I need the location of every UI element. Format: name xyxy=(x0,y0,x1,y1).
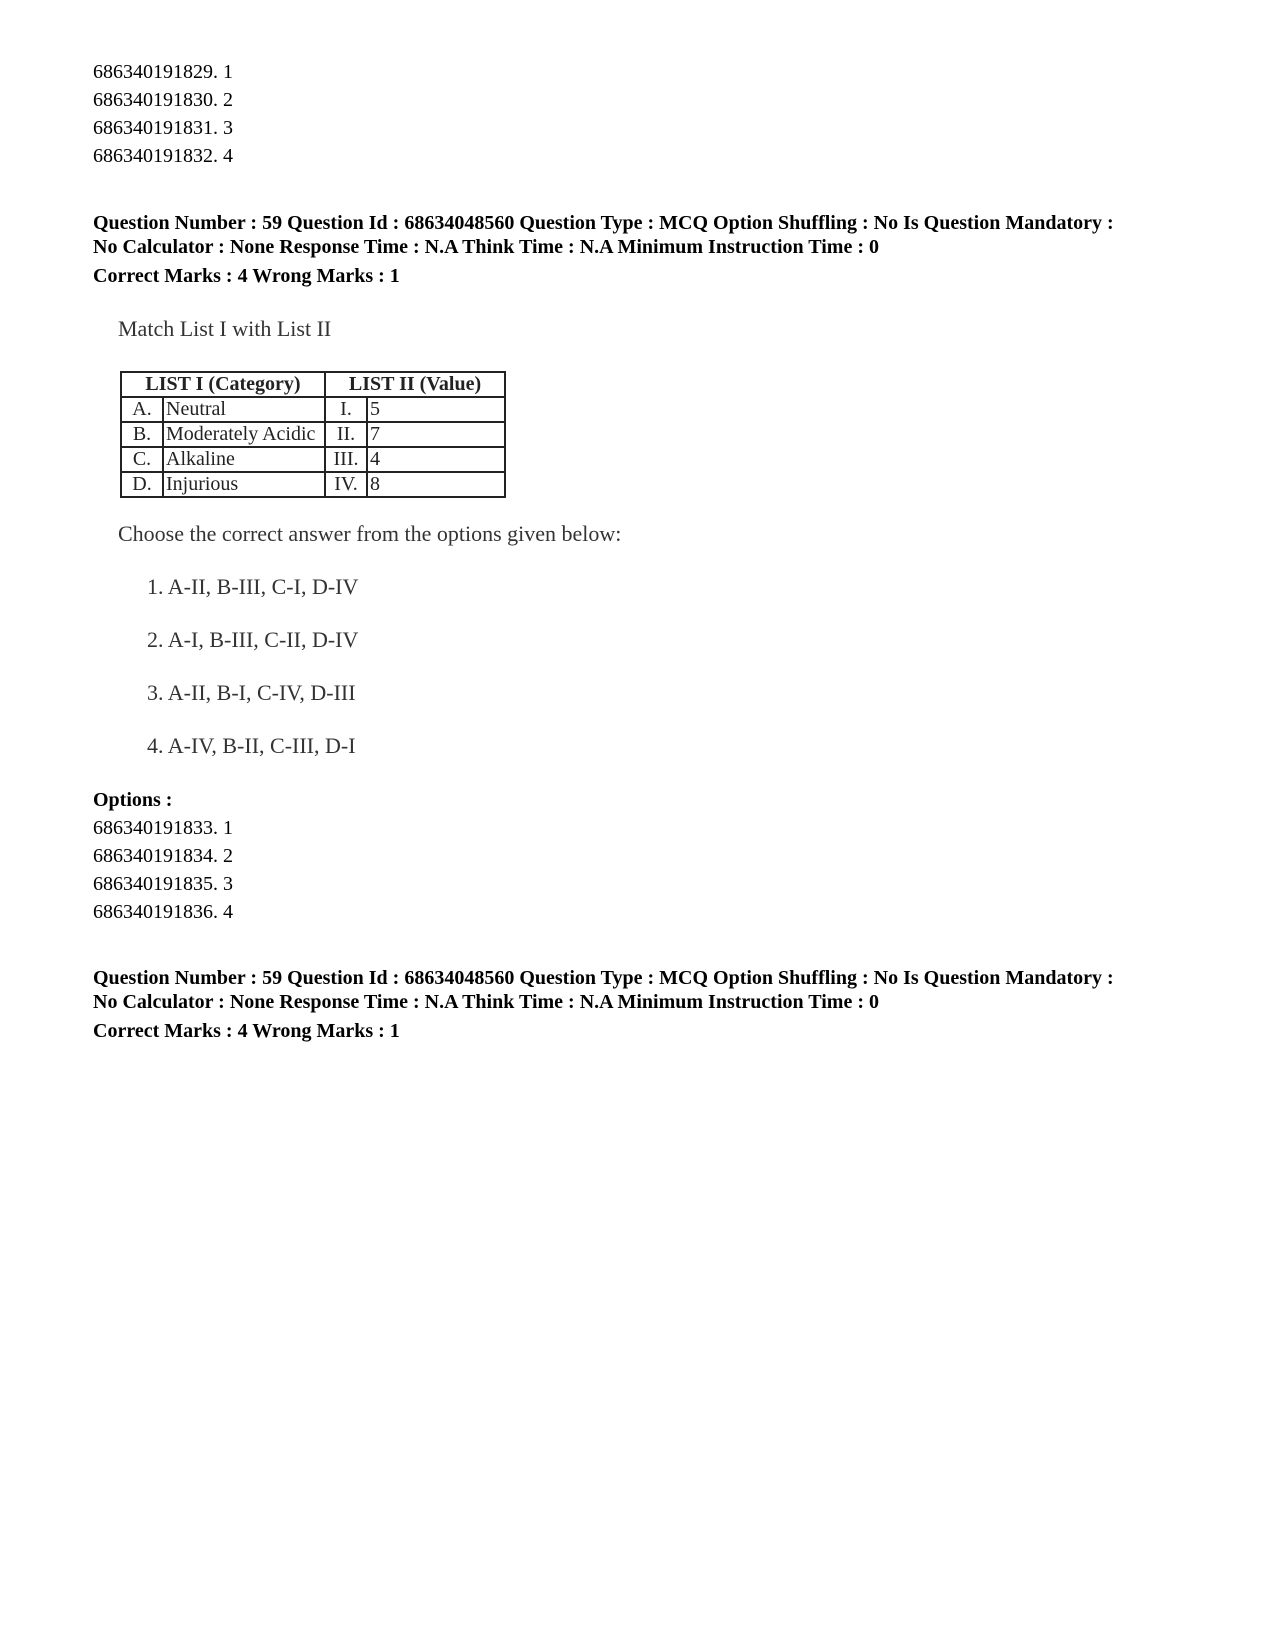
question-header-line1: Question Number : 59 Question Id : 68634048560 Question Type : MCQ Option Shuffling : No Is Question Mandatory : xyxy=(93,967,1114,989)
row-value: 7 xyxy=(367,422,505,447)
option-line: 686340191832. 4 xyxy=(93,145,233,167)
row-category: Moderately Acidic xyxy=(163,422,325,447)
row-roman: I. xyxy=(325,397,367,422)
row-roman: IV. xyxy=(325,472,367,497)
question-header-line2: No Calculator : None Response Time : N.A Think Time : N.A Minimum Instruction Time : 0 xyxy=(93,991,879,1013)
row-roman: II. xyxy=(325,422,367,447)
option-line: 686340191829. 1 xyxy=(93,61,233,83)
match-table-row xyxy=(121,397,505,422)
answer-choice: 4. A-IV, B-II, C-III, D-I xyxy=(147,733,356,758)
row-value: 4 xyxy=(367,447,505,472)
options-label: Options : xyxy=(93,789,173,811)
list2-header: LIST II (Value) xyxy=(325,372,505,397)
question-prompt: Match List I with List II xyxy=(118,316,332,341)
option-line: 686340191834. 2 xyxy=(93,845,233,867)
question-header-line2: No Calculator : None Response Time : N.A Think Time : N.A Minimum Instruction Time : 0 xyxy=(93,236,879,258)
row-value: 8 xyxy=(367,472,505,497)
row-category: Alkaline xyxy=(163,447,325,472)
list1-header: LIST I (Category) xyxy=(121,372,325,397)
option-line: 686340191836. 4 xyxy=(93,901,233,923)
match-table-row xyxy=(121,472,505,497)
row-roman: III. xyxy=(325,447,367,472)
match-table-row xyxy=(121,447,505,472)
question-instruction: Choose the correct answer from the options given below: xyxy=(118,521,622,546)
match-table-row xyxy=(121,422,505,447)
row-value: 5 xyxy=(367,397,505,422)
row-category: Neutral xyxy=(163,397,325,422)
answer-choice: 2. A-I, B-III, C-II, D-IV xyxy=(147,627,359,652)
option-line: 686340191835. 3 xyxy=(93,873,233,895)
question-header-line1: Question Number : 59 Question Id : 68634048560 Question Type : MCQ Option Shuffling : No Is Question Mandatory : xyxy=(93,212,1114,234)
answer-choice: 3. A-II, B-I, C-IV, D-III xyxy=(147,680,356,705)
option-line: 686340191830. 2 xyxy=(93,89,233,111)
match-table-header xyxy=(121,372,505,397)
match-table xyxy=(120,371,506,498)
question-marks: Correct Marks : 4 Wrong Marks : 1 xyxy=(93,1020,400,1042)
row-letter: D. xyxy=(121,472,163,497)
option-line: 686340191833. 1 xyxy=(93,817,233,839)
row-category: Injurious xyxy=(163,472,325,497)
answer-choice: 1. A-II, B-III, C-I, D-IV xyxy=(147,574,359,599)
row-letter: A. xyxy=(121,397,163,422)
row-letter: B. xyxy=(121,422,163,447)
question-marks: Correct Marks : 4 Wrong Marks : 1 xyxy=(93,265,400,287)
option-line: 686340191831. 3 xyxy=(93,117,233,139)
row-letter: C. xyxy=(121,447,163,472)
